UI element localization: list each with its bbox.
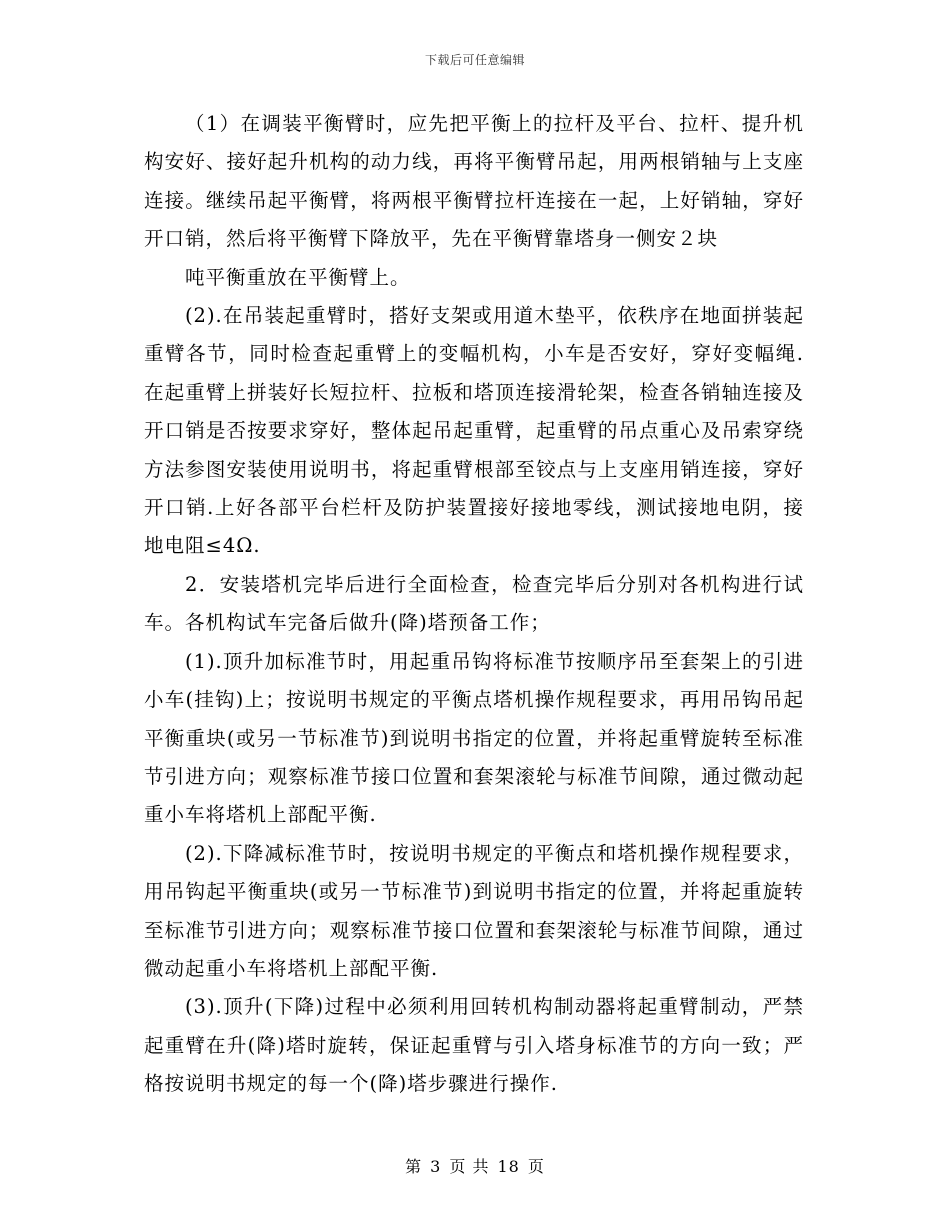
- paragraph-4: 2．安装塔机完毕后进行全面检查，检查完毕后分别对各机构进行试车。各机构试车完备后做升(降)塔预备工作；: [144, 572, 804, 635]
- document-body: [144, 105, 804, 1104]
- paragraph-2: 吨平衡重放在平衡臂上。: [184, 265, 411, 289]
- paragraph-6: (2).下降减标准节时，按说明书规定的平衡点和塔机操作规程要求，用吊钩起平衡重块(或另一节标准节)到说明书指定的位置，并将起重旋转至标准节引进方向；观察标准节接口位置和套架滚轮与标准节间隙，通过微动起重小车将塔机上部配平衡.: [144, 841, 804, 980]
- paragraph-7: (3).顶升(下降)过程中必须利用回转机构制动器将起重臂制动，严禁起重臂在升(降)塔时旋转，保证起重臂与引入塔身标准节的方向一致；严格按说明书规定的每一个(降)塔步骤进行操作.: [144, 995, 804, 1096]
- footer-prefix: 第: [405, 1157, 423, 1176]
- page-footer: [0, 1154, 950, 1177]
- page-header: 下载后可任意编辑: [424, 53, 525, 67]
- footer-suffix: 页: [527, 1157, 545, 1176]
- paragraph-1: （1）在调装平衡臂时，应先把平衡上的拉杆及平台、拉杆、提升机构安好、接好起升机构的动力线，再将平衡臂吊起，用两根销轴与上支座连接。继续吊起平衡臂，将两根平衡臂拉杆连接在一起，上好销轴，穿好开口销，然后将平衡臂下降放平，先在平衡臂靠塔身一侧安２块: [144, 112, 804, 251]
- total-pages: 18: [497, 1157, 520, 1176]
- paragraph-3: (2).在吊装起重臂时，搭好支架或用道木垫平，依秩序在地面拼装起重臂各节，同时检查起重臂上的变幅机构，小车是否安好，穿好变幅绳.在起重臂上拼装好长短拉杆、拉板和塔顶连接滑轮架，检查各销轴连接及开口销是否按要求穿好，整体起吊起重臂，起重臂的吊点重心及吊索穿绕方法参图安装使用说明书，将起重臂根部至铰点与上支座用销连接，穿好开口销.上好各部平台栏杆及防护装置接好接地零线，测试接地电阴，接地电阻≤4Ω.: [144, 304, 804, 558]
- page-number: 3: [430, 1157, 442, 1176]
- paragraph-5: (1).顶升加标准节时，用起重吊钩将标准节按顺序吊至套架上的引进小车(挂钩)上；按说明书规定的平衡点塔机操作规程要求，再用吊钩吊起平衡重块(或另一节标准节)到说明书指定的位置，并将起重臂旋转至标准节引进方向；观察标准节接口位置和套架滚轮与标准节间隙，通过微动起重小车将塔机上部配平衡.: [144, 649, 804, 827]
- footer-middle: 页 共: [449, 1157, 490, 1176]
